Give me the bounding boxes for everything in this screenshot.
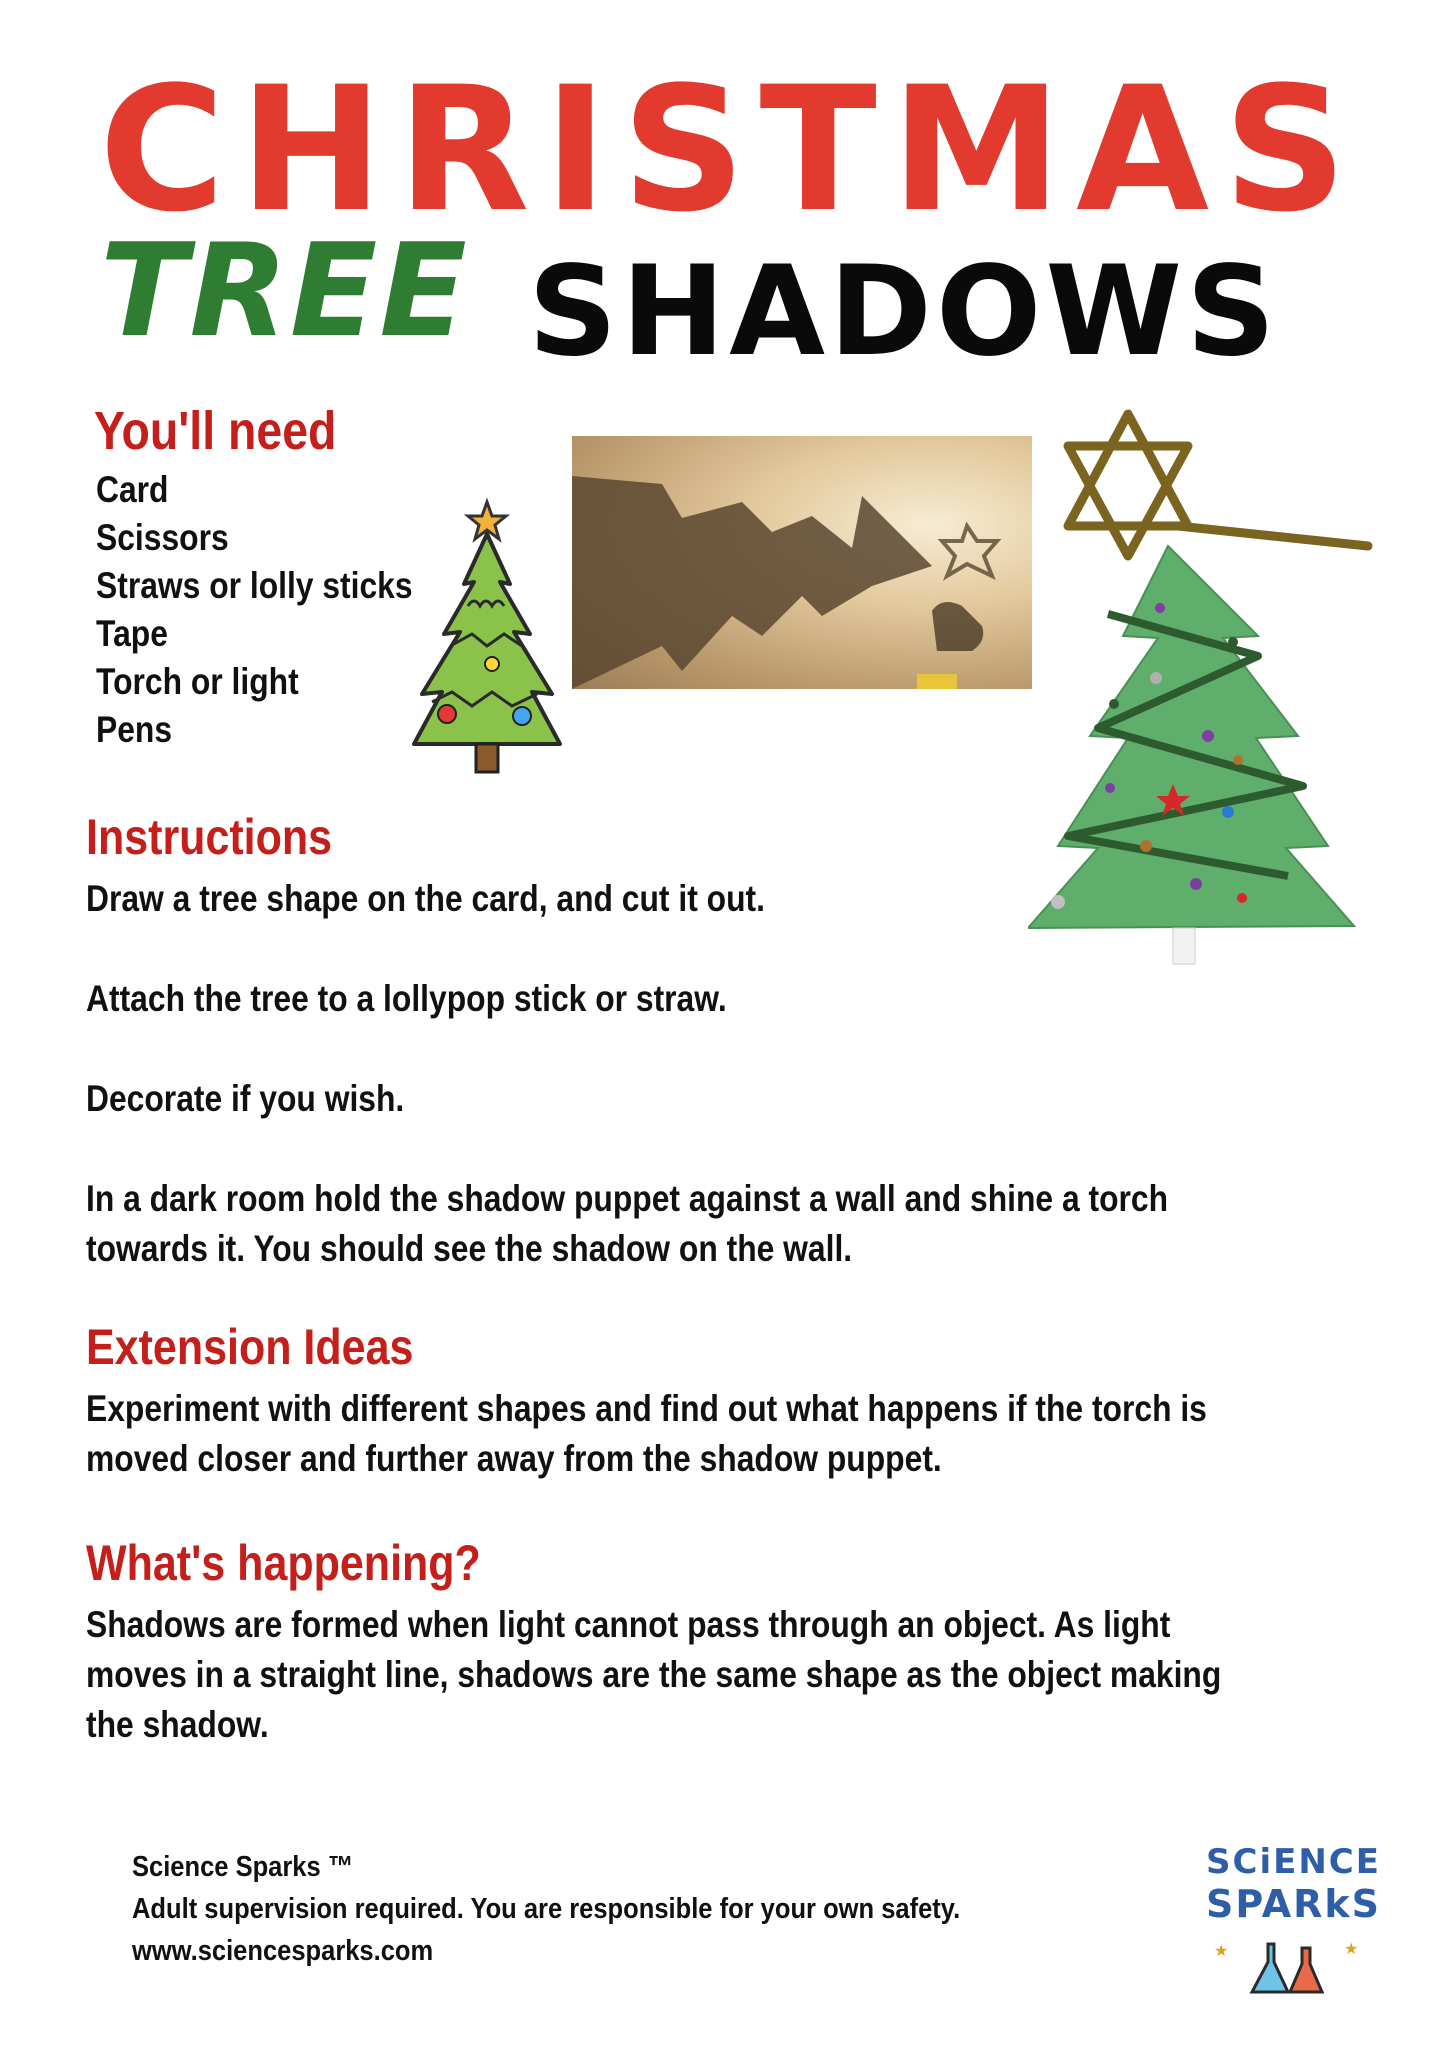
list-item: Tape — [96, 613, 168, 654]
shadow-photo — [572, 436, 1032, 689]
footer-disclaimer: Adult supervision required. You are responsible for your own safety. — [132, 1893, 961, 1925]
cartoon-tree-illustration — [392, 494, 572, 784]
logo-line1: SCiENCE — [1206, 1842, 1381, 1882]
title-tree: TREE — [100, 217, 469, 366]
happening-text: Shadows are formed when light cannot pass through an object. As light — [86, 1604, 1171, 1645]
instructions-heading: Instructions — [86, 809, 333, 865]
science-sparks-logo — [1206, 1842, 1396, 2012]
happening-heading: What's happening? — [86, 1535, 481, 1591]
svg-text:★: ★ — [1344, 1939, 1359, 1958]
list-item: Card — [96, 469, 169, 510]
list-item: Torch or light — [96, 661, 299, 702]
card-tree-cutout-photo — [1028, 406, 1376, 966]
logo-line2: SPARkS — [1206, 1882, 1382, 1926]
instruction-step: Decorate if you wish. — [86, 1078, 405, 1119]
needs-heading: You'll need — [94, 401, 337, 461]
list-item: Scissors — [96, 517, 229, 558]
list-item: Straws or lolly sticks — [96, 565, 413, 606]
happening-text: moves in a straight line, shadows are the same shape as the object making — [86, 1654, 1222, 1695]
instruction-step: In a dark room hold the shadow puppet against a wall and shine a torch — [86, 1178, 1169, 1219]
extension-text: Experiment with different shapes and find out what happens if the torch is — [86, 1388, 1207, 1429]
list-item: Pens — [96, 709, 173, 750]
flask-icon — [1206, 1926, 1376, 2006]
tree-shadow-image — [572, 436, 1032, 689]
instruction-step: Attach the tree to a lollypop stick or straw. — [86, 978, 727, 1019]
extension-text: moved closer and further away from the shadow puppet. — [86, 1438, 942, 1479]
happening-text: the shadow. — [86, 1704, 269, 1745]
footer-website[interactable]: www.sciencesparks.com — [132, 1935, 434, 1967]
instruction-step: towards it. You should see the shadow on the wall. — [86, 1228, 853, 1269]
extension-heading: Extension Ideas — [86, 1319, 414, 1375]
footer-brand: Science Sparks ™ — [132, 1851, 354, 1883]
instruction-step: Draw a tree shape on the card, and cut it out. — [86, 878, 765, 919]
star-icon — [1068, 414, 1368, 556]
title-christmas: CHRISTMAS — [99, 49, 1361, 250]
title-shadows: SHADOWS — [528, 240, 1280, 384]
svg-text:★: ★ — [1214, 1941, 1229, 1960]
